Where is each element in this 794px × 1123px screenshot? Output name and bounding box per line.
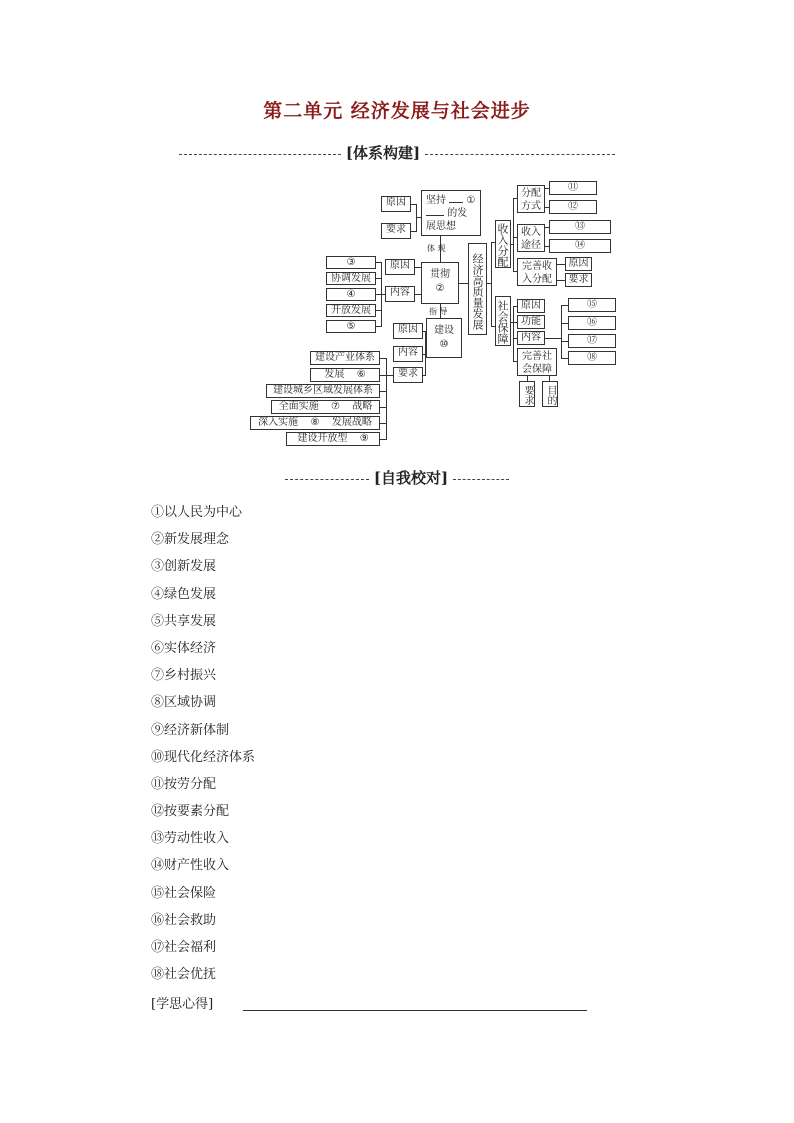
box-jianchi [421, 190, 481, 236]
kaifangxing-label: 建设开放型 [297, 433, 348, 444]
box-yaoqiu: 要求 [381, 223, 411, 239]
fazhanzhanlue-label: 发展战略 [331, 417, 372, 428]
page-title: 第二单元 经济发展与社会进步 [263, 100, 531, 122]
box-yuanyin-guanche: 原因 [385, 259, 415, 275]
dash-rule-left [285, 479, 369, 480]
jianchi-text-1: 坚持 [426, 195, 446, 206]
guanche-label: 贯彻 [430, 269, 450, 280]
connector [513, 198, 514, 272]
connector [545, 188, 549, 189]
box-blank-13: ⑬ [549, 220, 611, 234]
shenru-blank-number: ⑧ [310, 417, 320, 428]
connector [416, 204, 417, 232]
box-quyu [250, 416, 380, 430]
connector [513, 361, 517, 362]
answer-item: ⑱社会优抚 [151, 967, 217, 983]
connector [513, 306, 517, 307]
box-chanye: 建设产业体系 [310, 351, 380, 365]
section-diagram-label: [体系构建] [345, 144, 421, 162]
box-chengxiang: 建设城乡区域发展体系 [266, 384, 380, 398]
answer-item: ⑦乡村振兴 [151, 668, 217, 684]
connector [557, 264, 565, 265]
answer-item: ⑥实体经济 [151, 640, 217, 656]
connector [415, 294, 421, 295]
answer-item: ⑤共享发展 [151, 613, 217, 629]
box-guanche [421, 262, 459, 304]
box-blank-15: ⑮ [568, 298, 616, 312]
box-yaoqiu-shouru: 要求 [565, 273, 592, 287]
quanmian-label: 全面实施 [278, 401, 319, 412]
box-blank-17: ⑰ [568, 334, 616, 348]
label-zhidao: 指 导 [429, 307, 448, 316]
answer-item: ⑭财产性收入 [151, 858, 230, 874]
box-wanshan-baozhang: 完善社会保障 [517, 348, 557, 376]
connector [386, 358, 387, 440]
answer-item: ⑫按要素分配 [151, 804, 230, 820]
connector [545, 246, 549, 247]
answer-item: ⑪按劳分配 [151, 776, 217, 792]
jianchi-blank-number: ① [466, 195, 476, 206]
fazhan-label: 发展 [324, 369, 345, 380]
shenru-label: 深入实施 [258, 417, 299, 428]
jianchi-text-3: 展思想 [426, 221, 456, 232]
connector [513, 306, 514, 361]
jianshe-label: 建设 [434, 325, 454, 336]
connector [425, 331, 426, 376]
connector [513, 322, 517, 323]
guanche-blank-number: ② [435, 283, 445, 294]
connector [561, 358, 568, 359]
box-fazhan-shiti [310, 368, 380, 382]
connector [545, 207, 549, 208]
quanmian-blank-number: ⑦ [331, 401, 340, 412]
connector [557, 280, 565, 281]
label-tixian: 体 现 [427, 244, 446, 253]
box-yuanyin: 原因 [381, 196, 411, 212]
box-shouru-fenpei: 收入分配 [495, 220, 511, 268]
answer-item: ⑧区域协调 [151, 695, 217, 711]
box-xietiao: 协调发展 [326, 272, 376, 285]
box-yaoqiu-jianshe: 要求 [393, 367, 423, 383]
answer-item: ⑰社会福利 [151, 940, 217, 955]
connector [561, 305, 562, 359]
box-blank-3: ③ [326, 256, 376, 269]
connector [561, 323, 568, 324]
box-neirong-baozhang: 内容 [517, 331, 545, 345]
box-shehui-baozhang: 社会保障 [495, 296, 511, 346]
box-blank-16: ⑯ [568, 316, 616, 330]
box-neirong-jianshe: 内容 [393, 346, 423, 362]
connector [561, 341, 568, 342]
box-blank-11: ⑪ [549, 181, 597, 195]
box-blank-14: ⑭ [549, 239, 611, 253]
box-yuanyin-shouru: 原因 [565, 257, 592, 271]
connector [561, 305, 568, 306]
fazhan-blank-number: ⑥ [356, 369, 366, 380]
box-wanshan-shouru: 完善收入分配 [517, 258, 557, 286]
connector [545, 338, 562, 339]
box-blank-18: ⑱ [568, 351, 616, 365]
answer-item: ④绿色发展 [151, 586, 217, 602]
box-kaifang: 开放发展 [326, 304, 376, 317]
answer-item: ①以人民为中心 [151, 505, 243, 520]
box-yaoqiu-baozhang: 要求 [519, 381, 535, 407]
answer-item: ⑮社会保险 [151, 885, 217, 901]
box-yuanyin-baozhang: 原因 [517, 299, 545, 313]
section-answers-label: [自我校对] [373, 469, 449, 487]
answer-item: ⑬劳动性收入 [151, 831, 230, 847]
dash-rule-right [453, 479, 509, 480]
jianchi-text-2: 的发 [447, 208, 468, 219]
concept-diagram [0, 0, 794, 460]
connector [459, 283, 468, 284]
connector [491, 242, 492, 327]
box-jianshe [426, 318, 462, 358]
box-blank-5: ⑤ [326, 320, 376, 333]
box-yuanyin-jianshe: 原因 [393, 323, 423, 339]
box-fenpei-fangshi: 分配方式 [517, 185, 545, 213]
box-blank-4: ④ [326, 288, 376, 301]
answer-item: ⑩现代化经济体系 [151, 749, 256, 765]
zhanlue-label: 战略 [352, 401, 373, 412]
box-blank-12: ⑫ [549, 200, 597, 214]
answer-list [151, 502, 255, 991]
box-gaozhiliang: 经济高质量发展 [468, 243, 487, 335]
reflection-label: [学思心得] [151, 997, 214, 1012]
answer-item: ⑯社会救助 [151, 912, 217, 928]
box-xiangcun [271, 400, 380, 414]
box-gongneng: 功能 [517, 315, 545, 329]
section-heading-answers [0, 467, 794, 488]
jianshe-blank-number: ⑩ [439, 339, 449, 350]
connector [381, 262, 382, 327]
answer-item: ③创新发展 [151, 559, 217, 575]
connector [415, 267, 421, 268]
connector [513, 338, 517, 339]
box-shouru-tujing: 收入途径 [517, 224, 545, 252]
box-kaifangxing [286, 432, 380, 446]
answer-item: ⑨经济新体制 [151, 722, 230, 738]
kaifangxing-blank-number: ⑨ [359, 433, 369, 444]
reflection-write-line[interactable] [243, 1010, 587, 1011]
box-neirong: 内容 [385, 286, 415, 302]
answer-item: ②新发展理念 [151, 532, 230, 548]
connector [545, 227, 549, 228]
box-mudi: 目的 [542, 381, 558, 407]
